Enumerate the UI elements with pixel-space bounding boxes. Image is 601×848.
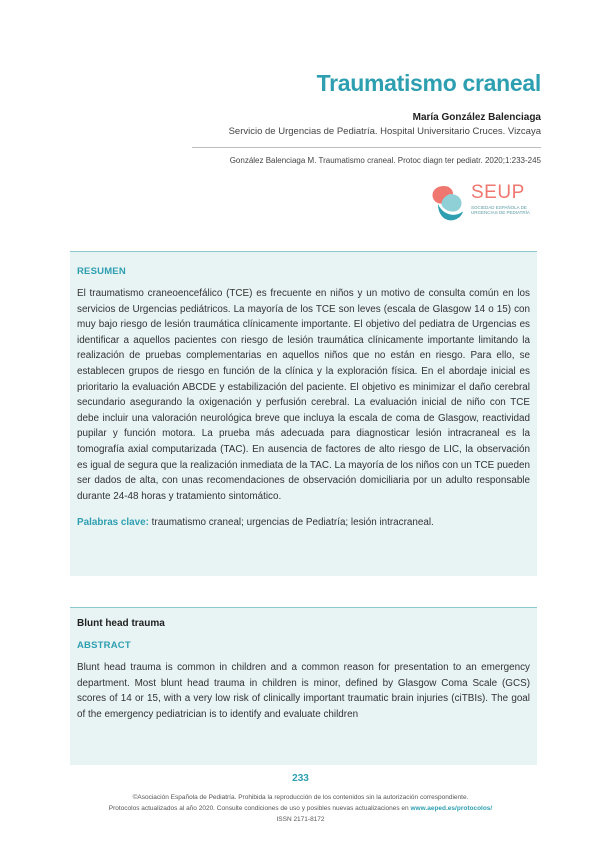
keywords-label: Palabras clave:	[77, 517, 149, 529]
seup-logo-text: SEUP	[471, 182, 525, 203]
header-divider	[192, 147, 541, 148]
keywords-list: traumatismo craneal; urgencias de Pediatría; lesión intracraneal.	[151, 517, 434, 529]
resumen-heading: RESUMEN	[77, 266, 126, 277]
abstract-heading: ABSTRACT	[77, 640, 131, 651]
citation: González Balenciaga M. Traumatismo craneal. Protoc diagn ter pediatr. 2020;1:233-245	[229, 156, 541, 165]
copyright-notice: ©Asociación Española de Pediatría. Prohibida la reproducción de los contenidos sin la autorización correspondiente.	[132, 794, 469, 801]
abstract-section	[70, 607, 537, 765]
resumen-section	[70, 251, 537, 576]
article-title: Traumatismo craneal	[316, 70, 541, 96]
abstract-text: Blunt head trauma is common in children and a common reason for presentation to an emergency department. Most blunt head trauma in children is minor, defined by Glasgow Coma Scale (GCS) scores of 14 or 15, with a very low risk of clinically important traumatic brain injuries (ciTBIs). The goal of the emergency pediatrician is to identify and evaluate children	[77, 662, 530, 720]
usage-notice	[0, 805, 601, 812]
issn: ISSN 2171-8172	[276, 816, 325, 823]
protocols-link[interactable]: www.aeped.es/protocolos/	[410, 805, 493, 812]
usage-notice-text: Protocolos actualizados al año 2020. Consulte condiciones de uso y posibles nuevas actualizaciones en	[108, 805, 411, 812]
english-title: Blunt head trauma	[77, 618, 165, 629]
author-name: María González Balenciaga	[412, 112, 541, 123]
seup-logo-subtitle: SOCIEDAD ESPAÑOLA DE URGENCIAS DE PEDIATRÍA	[471, 205, 530, 215]
page-number: 233	[292, 773, 309, 784]
author-affiliation: Servicio de Urgencias de Pediatría. Hospital Universitario Cruces. Vizcaya	[228, 126, 541, 137]
keywords	[77, 517, 530, 528]
resumen-text: El traumatismo craneoencefálico (TCE) es frecuente en niños y un motivo de consulta común en los servicios de Urgencias pediátricos. La mayoría de los TCE son leves (escala de Glasgow 14 o 15) con muy bajo riesgo de lesión traumática clínicamente importante. El objetivo del pediatra de Urgencias es identificar a aquellos pacientes con riesgo de lesión traumática clínicamente importante limitando la realización de pruebas complementarias en aquellos niños que no están en riesgo. Para ello, se establecen grupos de riesgo en función de la clínica y la exploración física. En el abordaje inicial es prioritario la evaluación ABCDE y estabilización del paciente. El objetivo es minimizar el daño cerebral secundario asegurando la oxigenación y perfusión cerebral. La evaluación inicial de niño con TCE debe incluir una valoración neurológica breve que incluya la escala de coma de Glasgow, reactividad pupilar y función motora. La prueba más adecuada para diagnosticar lesión intracraneal es la tomografía axial computarizada (TAC). En ausencia de factores de alto riesgo de LIC, la observación es igual de segura que la realización inmediata de la TAC. La mayoría de los niños con un TCE pueden ser dados de alta, con unas recomendaciones de observación domiciliaria por un adulto responsable durante 24-48 horas y tratamiento sintomático.	[77, 288, 530, 502]
